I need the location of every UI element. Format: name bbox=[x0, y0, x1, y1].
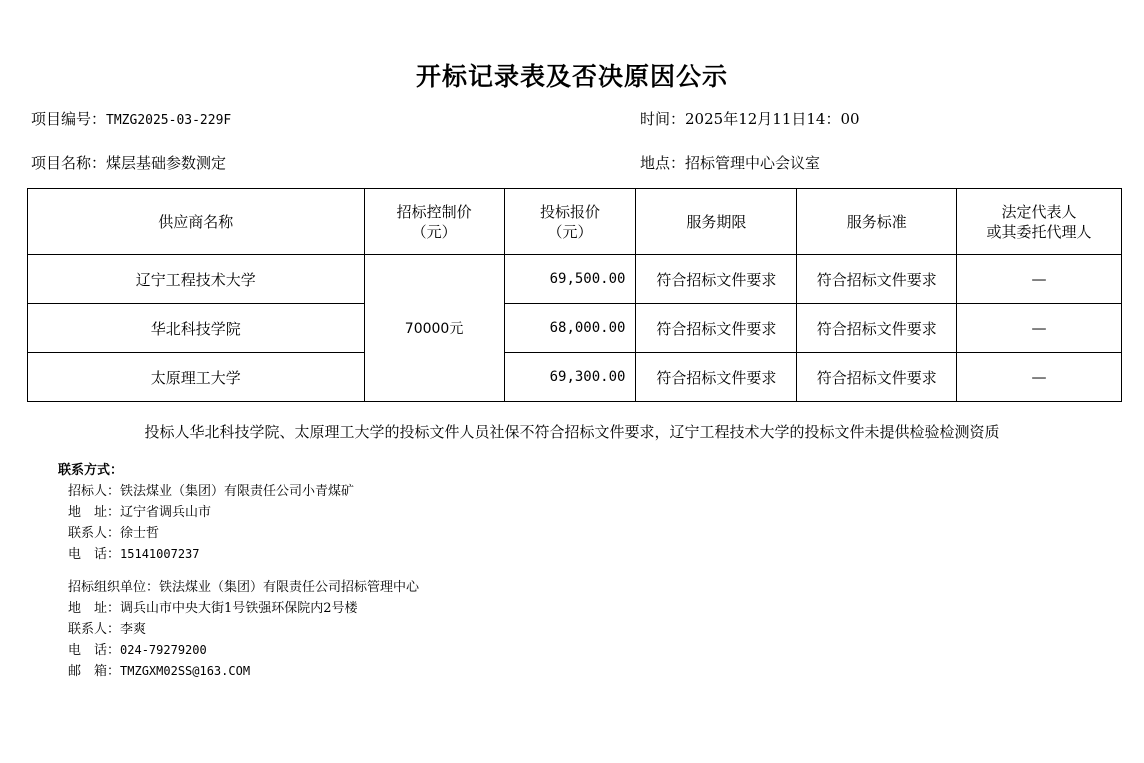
tenderer-phone bbox=[58, 544, 419, 565]
supplier-name: 辽宁工程技术大学 bbox=[28, 255, 365, 304]
agency-contact-person bbox=[58, 619, 419, 640]
agency-org bbox=[58, 577, 419, 598]
header-service-standard: 服务标准 bbox=[797, 189, 957, 255]
tenderer-org-value: 铁法煤业（集团）有限责任公司小青煤矿 bbox=[120, 484, 355, 499]
bid-price: 69,300.00 bbox=[504, 353, 636, 402]
service-period: 符合招标文件要求 bbox=[636, 353, 797, 402]
table-header-row bbox=[28, 189, 1122, 255]
project-number-label: 项目编号： bbox=[31, 110, 107, 128]
tenderer-address-label: 地 址： bbox=[68, 505, 121, 520]
header-bid-price bbox=[504, 189, 636, 255]
service-period: 符合招标文件要求 bbox=[636, 304, 797, 353]
bid-price: 68,000.00 bbox=[504, 304, 636, 353]
tenderer-org-label: 招标人： bbox=[68, 484, 121, 499]
header-control-price-line1: 招标控制价 bbox=[396, 202, 472, 221]
control-price: 70000元 bbox=[364, 255, 504, 402]
header-representative-line2: 或其委托代理人 bbox=[986, 222, 1092, 241]
agency-org-label: 招标组织单位： bbox=[68, 580, 160, 595]
tenderer-phone-label: 电 话： bbox=[68, 547, 121, 562]
agency-contact-person-label: 联系人： bbox=[68, 622, 121, 637]
opening-time-value: 2025年12月11日14：00 bbox=[685, 110, 860, 128]
tenderer-contact-person bbox=[58, 523, 419, 544]
project-number bbox=[31, 108, 231, 129]
agency-email-value[interactable]: TMZGXM02SS@163.COM bbox=[120, 664, 251, 678]
agency-address-label: 地 址： bbox=[68, 601, 121, 616]
tenderer-address-value: 辽宁省调兵山市 bbox=[120, 505, 212, 520]
tenderer-phone-value: 15141007237 bbox=[120, 547, 200, 561]
opening-time bbox=[640, 108, 860, 129]
header-bid-price-line1: 投标报价 bbox=[539, 202, 600, 221]
header-representative bbox=[957, 189, 1122, 255]
agency-address bbox=[58, 598, 419, 619]
contact-heading: 联系方式： bbox=[58, 463, 124, 478]
header-control-price-line2: （元） bbox=[411, 222, 457, 241]
agency-org-value: 铁法煤业（集团）有限责任公司招标管理中心 bbox=[159, 580, 420, 595]
supplier-name: 华北科技学院 bbox=[28, 304, 365, 353]
tenderer-address bbox=[58, 502, 419, 523]
header-service-period: 服务期限 bbox=[636, 189, 797, 255]
representative: — bbox=[957, 353, 1122, 402]
header-supplier: 供应商名称 bbox=[28, 189, 365, 255]
service-standard: 符合招标文件要求 bbox=[797, 353, 957, 402]
agency-phone-value: 024-79279200 bbox=[120, 643, 207, 657]
tenderer-contact-person-value: 徐士哲 bbox=[120, 526, 160, 541]
service-period: 符合招标文件要求 bbox=[636, 255, 797, 304]
representative: — bbox=[957, 255, 1122, 304]
project-name-label: 项目名称： bbox=[31, 154, 107, 172]
representative: — bbox=[957, 304, 1122, 353]
agency-address-value: 调兵山市中央大街1号铁强环保院内2号楼 bbox=[120, 601, 358, 616]
contact-section bbox=[58, 460, 419, 682]
project-name-value: 煤层基础参数测定 bbox=[106, 154, 227, 172]
project-name bbox=[31, 152, 226, 173]
table-row bbox=[28, 255, 1122, 304]
tenderer-contact-person-label: 联系人： bbox=[68, 526, 121, 541]
bid-price: 69,500.00 bbox=[504, 255, 636, 304]
opening-place-value: 招标管理中心会议室 bbox=[685, 154, 821, 172]
header-control-price bbox=[364, 189, 504, 255]
service-standard: 符合招标文件要求 bbox=[797, 255, 957, 304]
tenderer-org bbox=[58, 481, 419, 502]
page-title: 开标记录表及否决原因公示 bbox=[415, 62, 728, 91]
agency-phone-label: 电 话： bbox=[68, 643, 121, 658]
contact-spacer bbox=[58, 565, 419, 577]
service-standard: 符合招标文件要求 bbox=[797, 304, 957, 353]
agency-contact-person-value: 李爽 bbox=[120, 622, 147, 637]
header-bid-price-line2: （元） bbox=[547, 222, 593, 241]
opening-place-label: 地点： bbox=[640, 154, 686, 172]
agency-email-label: 邮 箱： bbox=[68, 664, 121, 679]
opening-time-label: 时间： bbox=[640, 110, 686, 128]
agency-phone bbox=[58, 640, 419, 661]
supplier-name: 太原理工大学 bbox=[28, 353, 365, 402]
bid-record-table bbox=[27, 188, 1122, 402]
table-row bbox=[28, 304, 1122, 353]
opening-place bbox=[640, 152, 820, 173]
header-representative-line1: 法定代表人 bbox=[1001, 202, 1077, 221]
table-row bbox=[28, 353, 1122, 402]
rejection-reason-note: 投标人华北科技学院、太原理工大学的投标文件人员社保不符合招标文件要求，辽宁工程技术大学的投标文件未提供检验检测资质 bbox=[144, 423, 1000, 441]
project-number-value: TMZG2025-03-229F bbox=[106, 113, 232, 128]
agency-email bbox=[58, 661, 419, 682]
